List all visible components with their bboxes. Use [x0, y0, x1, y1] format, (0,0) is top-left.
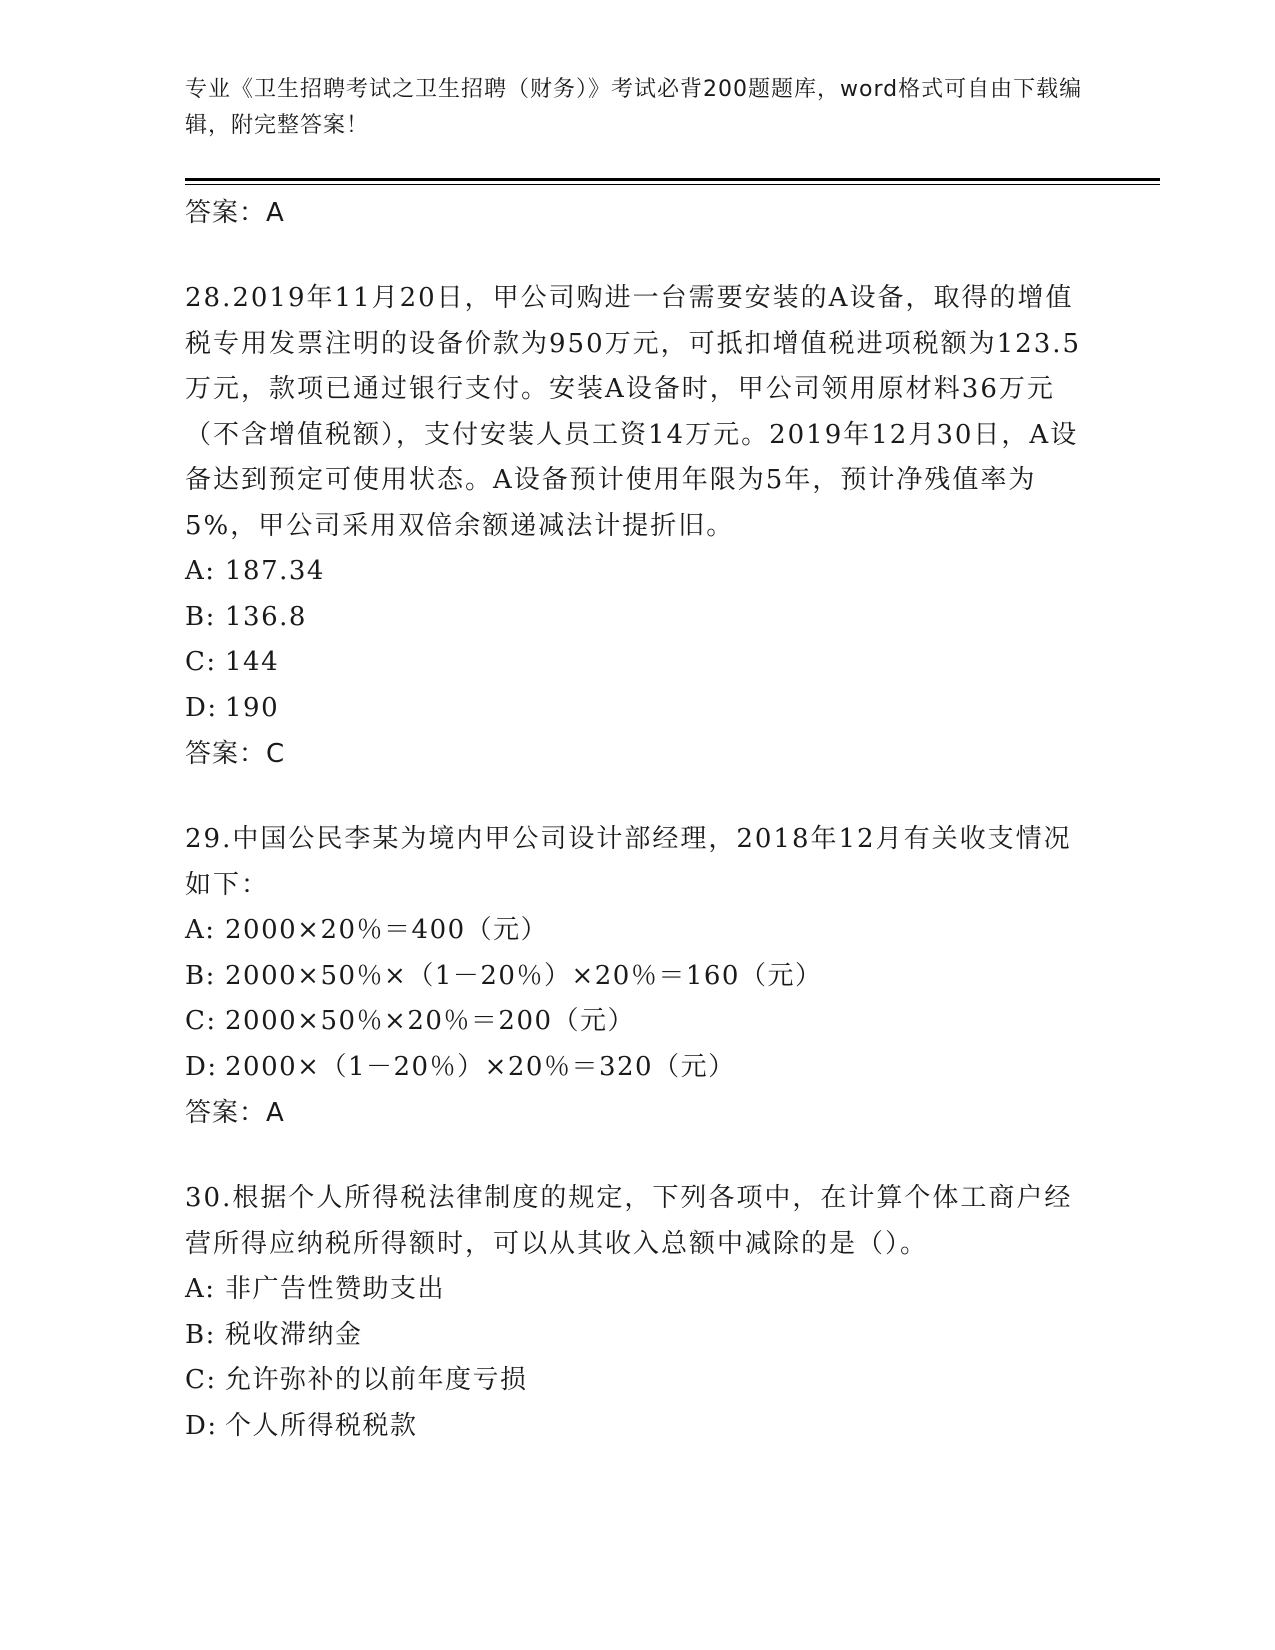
- header-rule-thin: [185, 184, 1160, 185]
- option-letter: D:: [185, 1051, 218, 1082]
- option-b: [185, 595, 1085, 641]
- option-text: 允许弥补的以前年度亏损: [225, 1365, 528, 1395]
- question-stem: 28.2019年11月20日，甲公司购进一台需要安装的A设备，取得的增值税专用发票注明的设备价款为950万元，可抵扣增值税进项税额为123.5万元，款项已通过银行支付。安装A设备时，甲公司领用原材料36万元（不含增值税额），支付安装人员工资14万元。2019年12月30日，A设备达到预定可使用状态。A设备预计使用年限为5年，预计净残值率为5%，甲公司采用双倍余额递减法计提折旧。: [185, 283, 1082, 541]
- option-b: [185, 954, 1085, 1000]
- option-c: [185, 640, 1085, 686]
- option-letter: C:: [185, 647, 217, 677]
- answer-value: C: [266, 739, 286, 769]
- option-text: 144: [225, 647, 280, 677]
- question-29: [185, 817, 1085, 1136]
- answer-line: [185, 731, 1085, 777]
- header-rule-thick: [185, 178, 1160, 181]
- option-c: [185, 999, 1085, 1045]
- document-body: [185, 190, 1085, 1449]
- option-letter: D:: [185, 1410, 218, 1441]
- option-text: 190: [225, 692, 280, 723]
- option-d: [185, 1045, 1085, 1091]
- option-text: 2000×（1－20％）×20％＝320（元）: [225, 1051, 736, 1082]
- option-letter: B:: [185, 960, 216, 991]
- option-letter: B:: [185, 1319, 216, 1350]
- option-letter: C:: [185, 1365, 217, 1395]
- option-a: [185, 549, 1085, 595]
- answer-value: A: [266, 198, 285, 228]
- option-text: 2000×20％＝400（元）: [225, 915, 549, 945]
- answer-line: [185, 190, 1085, 236]
- answer-label: 答案：: [185, 739, 267, 769]
- option-letter: C:: [185, 1006, 217, 1036]
- option-c: [185, 1358, 1085, 1404]
- option-text: 税收滞纳金: [225, 1319, 363, 1350]
- option-d: [185, 686, 1085, 732]
- option-letter: A:: [185, 556, 216, 586]
- option-letter: B:: [185, 601, 216, 632]
- option-text: 个人所得税税款: [225, 1410, 418, 1441]
- option-text: 136.8: [225, 601, 307, 632]
- answer-line: [185, 1090, 1085, 1136]
- spacer: [185, 777, 1085, 817]
- answer-label: 答案：: [185, 198, 267, 228]
- option-text: 2000×50％×（1－20％）×20％＝160（元）: [225, 960, 823, 991]
- option-b: [185, 1313, 1085, 1359]
- option-d: [185, 1404, 1085, 1450]
- question-30: [185, 1176, 1085, 1449]
- option-a: [185, 908, 1085, 954]
- option-text: 非广告性赞助支出: [225, 1274, 446, 1304]
- question-28: [185, 276, 1085, 777]
- option-a: [185, 1267, 1085, 1313]
- spacer: [185, 236, 1085, 276]
- option-letter: A:: [185, 1274, 216, 1304]
- option-letter: A:: [185, 915, 216, 945]
- spacer: [185, 1136, 1085, 1176]
- option-text: 187.34: [225, 556, 325, 586]
- answer-label: 答案：: [185, 1098, 267, 1128]
- option-letter: D:: [185, 692, 218, 723]
- question-stem: 30.根据个人所得税法律制度的规定，下列各项中，在计算个体工商户经营所得应纳税所得额时，可以从其收入总额中减除的是（）。: [185, 1183, 1073, 1259]
- document-header: 专业《卫生招聘考试之卫生招聘（财务）》考试必背200题题库，word格式可自由下载编辑，附完整答案！: [185, 77, 1083, 138]
- answer-value: A: [266, 1098, 285, 1128]
- question-stem: 29.中国公民李某为境内甲公司设计部经理，2018年12月有关收支情况如下：: [185, 824, 1072, 900]
- option-text: 2000×50％×20％＝200（元）: [225, 1006, 636, 1036]
